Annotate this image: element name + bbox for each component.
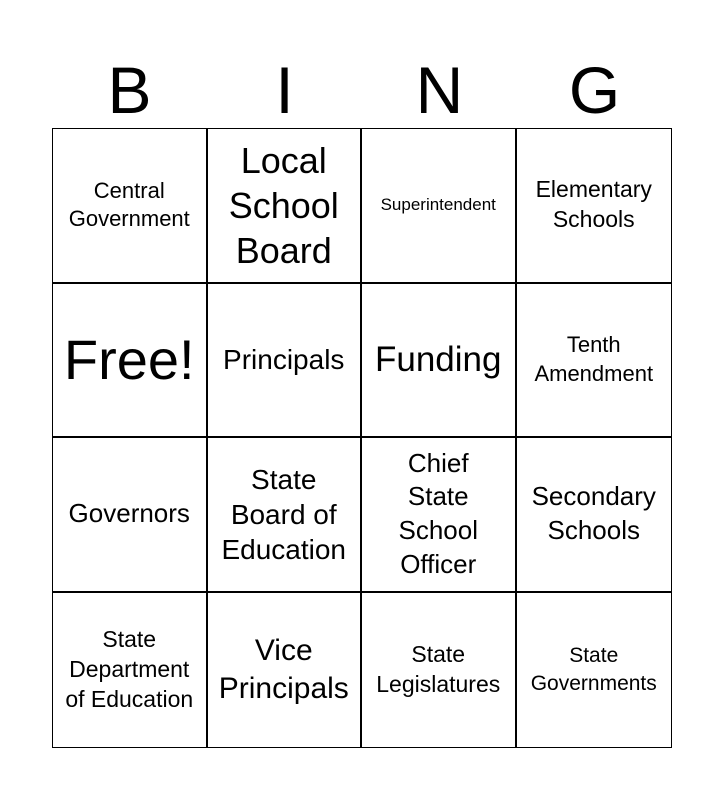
bingo-cell-r1c3[interactable]: [362, 129, 517, 284]
cell-label: State Department of Education: [65, 625, 194, 712]
bingo-cell-r2c2[interactable]: [208, 284, 363, 439]
cell-label: Elementary Schools: [535, 176, 652, 233]
cell-label: Central Government: [68, 177, 190, 232]
cell-label: Chief State School Officer: [398, 447, 478, 580]
bingo-cell-r3c1[interactable]: [53, 438, 208, 593]
cell-label: Secondary Schools: [531, 481, 656, 546]
bingo-cell-r3c2[interactable]: [208, 438, 363, 593]
cell-label: Governors: [68, 498, 190, 529]
bingo-cell-r1c4[interactable]: [517, 129, 672, 284]
bingo-cell-r4c3[interactable]: [362, 593, 517, 748]
bingo-cell-r2c4[interactable]: [517, 284, 672, 439]
cell-label: Funding: [375, 340, 502, 379]
bingo-board: [52, 128, 672, 748]
bingo-cell-r4c2[interactable]: [208, 593, 363, 748]
bingo-cell-r2c3[interactable]: [362, 284, 517, 439]
header-letter-b: B: [107, 53, 152, 127]
bingo-cell-r3c3[interactable]: [362, 438, 517, 593]
bingo-cell-r1c2[interactable]: [208, 129, 363, 284]
cell-label: Vice Principals: [218, 634, 349, 705]
cell-label: State Governments: [530, 644, 657, 695]
cell-label: Superintendent: [380, 195, 496, 215]
header-letter-n: N: [415, 53, 464, 127]
bingo-cell-r2c1-free-space[interactable]: [53, 284, 208, 439]
bingo-header: [52, 52, 672, 128]
bingo-cell-r1c1[interactable]: [53, 129, 208, 284]
bingo-cell-r4c1[interactable]: [53, 593, 208, 748]
cell-label: Principals: [223, 344, 345, 376]
header-letter-g: G: [568, 53, 621, 127]
cell-label: State Legislatures: [376, 640, 501, 697]
cell-label: Tenth Amendment: [534, 332, 654, 386]
cell-label: Local School Board: [228, 139, 339, 271]
bingo-cell-r4c4[interactable]: [517, 593, 672, 748]
free-space-label: Free!: [63, 327, 195, 391]
bingo-cell-r3c4[interactable]: [517, 438, 672, 593]
header-letter-i: I: [275, 53, 294, 127]
cell-label: State Board of Education: [221, 463, 347, 565]
